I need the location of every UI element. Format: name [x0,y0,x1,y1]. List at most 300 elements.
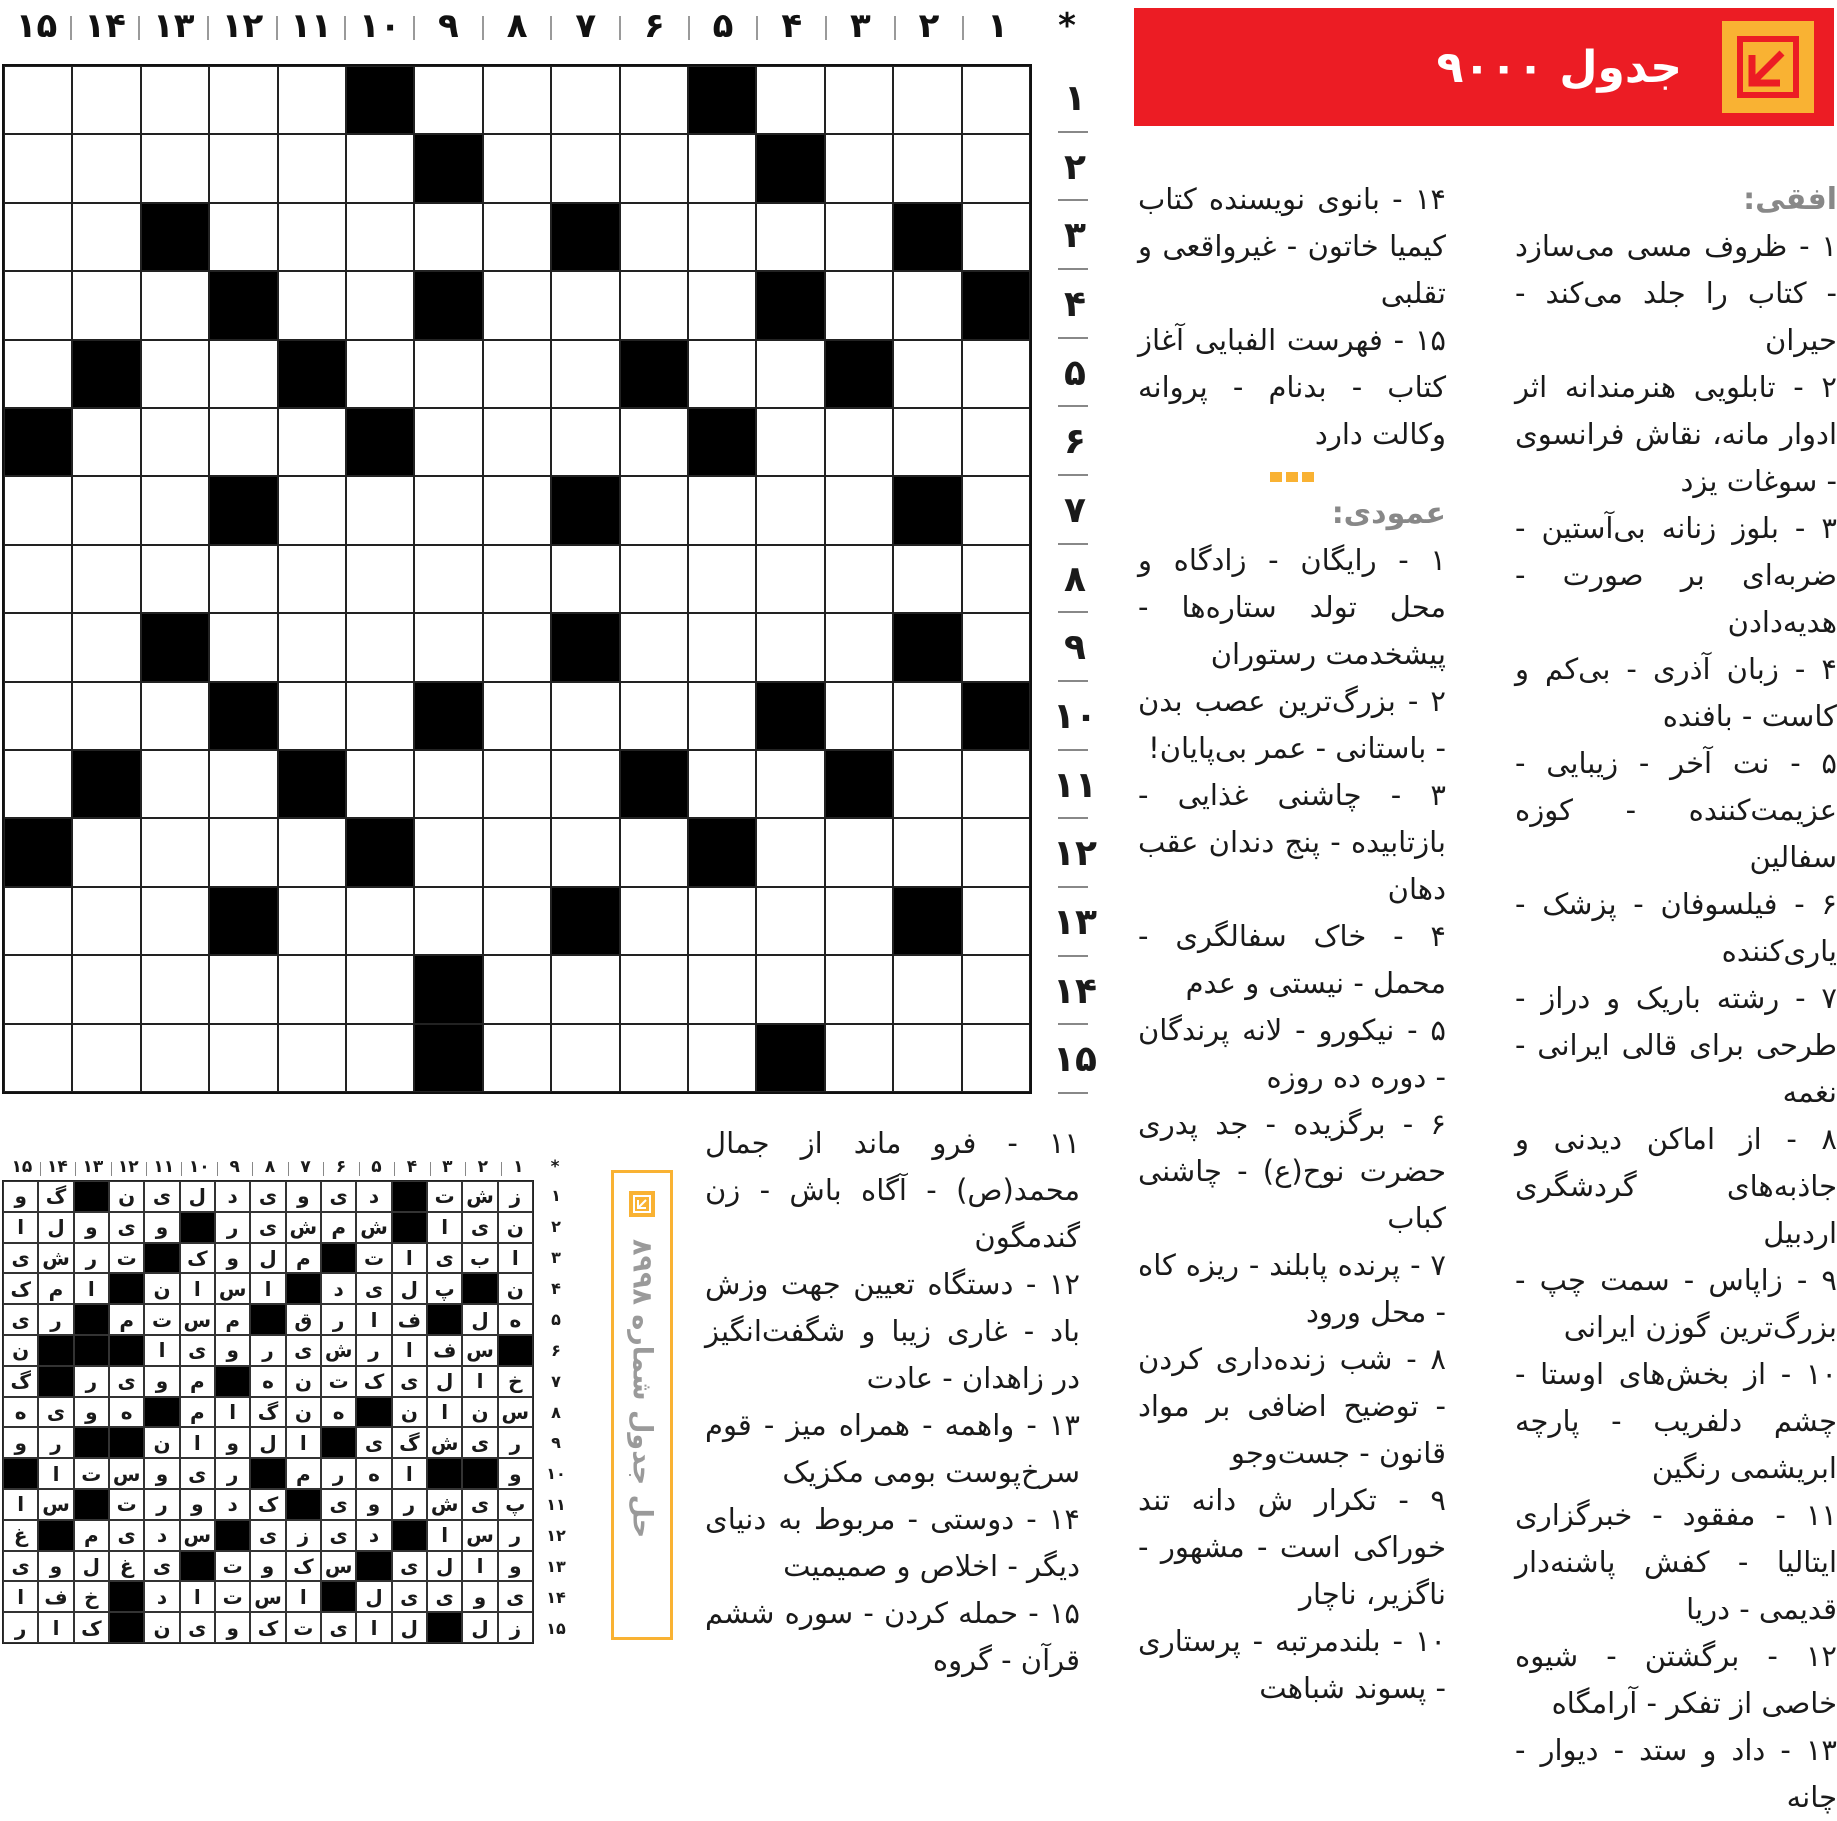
grid-cell [141,682,209,750]
grid-cell [414,887,482,955]
solution-black-cell [392,1212,427,1243]
clue-list [1515,223,1837,1821]
grid-cell [483,818,551,886]
solution-letter: ی [250,1520,285,1551]
solution-black-cell [250,1458,285,1489]
grid-cell [209,545,277,613]
solution-letter: د [356,1520,391,1551]
column-number: ۱۱ [277,6,346,46]
solution-letter: گ [38,1181,73,1212]
grid-cell [278,613,346,681]
clue-item: ۳ - بلوز زنانه بی‌آستین - ضربه‌ای بر صورت - هدیه‌دادن [1515,511,1837,639]
black-cell [141,203,209,271]
solution-letter: ن [144,1427,179,1458]
column-number: ۷ [551,6,620,46]
solution-letter: ر [498,1520,533,1551]
clue-item: ۱۱ - مفقود - خبرگزاری ایتالیا - کفش پاشنه‌دار قدیمی - دریا [1515,1498,1837,1626]
grid-cell [962,203,1030,271]
solution-letter: س [462,1335,497,1366]
grid-cell [756,955,824,1023]
solution-letter: م [286,1458,321,1489]
grid-cell [825,955,893,1023]
clue-item: ۴ - زبان آذری - بی‌کم و کاست - بافنده [1515,652,1837,733]
grid-cell [346,545,414,613]
solution-letter: ز [498,1612,533,1643]
grid-cell [141,476,209,544]
grid-cell [4,887,72,955]
clue-item: ۷ - پرنده پابلند - ریزه کاه - محل ورود [1138,1248,1446,1329]
solution-letter: ق [286,1304,321,1335]
grid-cell [4,750,72,818]
grid-cell [72,545,140,613]
solution-letter: ی [3,1551,38,1582]
grid-cell [414,818,482,886]
solution-letter: ی [321,1520,356,1551]
row-number: ۹ [1040,613,1110,682]
solution-letter: ا [286,1581,321,1612]
grid-cell [756,750,824,818]
grid-cell [209,750,277,818]
black-cell [414,271,482,339]
grid-cell [756,203,824,271]
grid-cell [893,955,961,1023]
grid-cell [141,1024,209,1092]
grid-cell [4,340,72,408]
grid-cell [893,134,961,202]
solution-column-number: ۳ [430,1157,465,1177]
solution-letter: ش [321,1335,356,1366]
grid-cell [4,203,72,271]
clue-item: ۱۵ - فهرست الفبایی آغاز کتاب - بدنام - پروانه وکالت دارد [1138,323,1446,451]
solution-letter: ی [462,1427,497,1458]
solution-row-number: ۷ [551,1371,561,1391]
solution-black-cell [3,1458,38,1489]
grid-cell [483,1024,551,1092]
clue-item: ۲ - بزرگ‌ترین عصب بدن - باستانی - عمر بی‌پایان! [1138,684,1446,765]
grid-cell [756,545,824,613]
grid-cell [4,955,72,1023]
solution-letter: ز [498,1181,533,1212]
clue-item: ۱۲ - دستگاه تعیین جهت وزش باد - غاری زیبا و شگفت‌انگیز در زاهدان - عادت [705,1267,1080,1395]
grid-cell [620,887,688,955]
solution-black-cell [321,1581,356,1612]
solution-black-cell [392,1520,427,1551]
solution-letter: ا [3,1489,38,1520]
solution-letter: د [144,1581,179,1612]
solution-letter: س [38,1489,73,1520]
black-cell [551,613,619,681]
solution-letter: ا [180,1427,215,1458]
grid-cell [72,476,140,544]
solution-letter: ک [356,1366,391,1397]
solution-black-cell [462,1273,497,1304]
solution-letter: ل [250,1243,285,1274]
solution-black-cell [144,1397,179,1428]
solution-column-number: ۱۲ [111,1157,146,1177]
solution-letter: ر [215,1212,250,1243]
grid-cell [620,613,688,681]
clue-item: ۸ - از اماکن دیدنی و جاذبه‌های گردشگری اردبیل [1515,1122,1837,1250]
solution-letter: ل [74,1551,109,1582]
clue-item: ۲ - تابلویی هنرمندانه اثر ادوار مانه، نقاش فرانسوی - سوغات یزد [1515,370,1837,498]
grid-cell [483,682,551,750]
solution-letter: ش [462,1181,497,1212]
grid-cell [962,476,1030,544]
grid-cell [825,271,893,339]
grid-cell [414,613,482,681]
black-cell [756,1024,824,1092]
solution-letter: ا [392,1243,427,1274]
solution-letter: ر [321,1458,356,1489]
solution-letter: پ [498,1489,533,1520]
solution-letter: ن [286,1397,321,1428]
clue-item: ۷ - رشته باریک و دراز - طرحی برای قالی ایرانی - نغمه [1515,981,1837,1109]
grid-cell [209,818,277,886]
clue-item: ۸ - شب زنده‌داری کردن - توضیح اضافی بر مواد قانون - جست‌وجو [1138,1342,1446,1470]
clue-item: ۹ - زاپاس - سمت چپ - بزرگ‌ترین گوزن ایرانی [1515,1263,1837,1344]
grid-cell [141,545,209,613]
solution-letter: ز [286,1520,321,1551]
solution-black-cell [321,1243,356,1274]
clue-item: ۱۴ - دوستی - مربوط به دنیای دیگر - اخلاص و صمیمیت [705,1502,1080,1583]
solution-letter: گ [250,1397,285,1428]
solution-letter: ر [356,1335,391,1366]
grid-cell [346,1024,414,1092]
black-cell [346,408,414,476]
solution-column-number: ۹ [217,1157,252,1177]
grid-cell [756,408,824,476]
grid-cell [346,682,414,750]
black-cell [72,340,140,408]
solution-black-cell [356,1551,391,1582]
grid-column-header [0,0,1102,52]
solution-letter: ش [356,1212,391,1243]
clue-item: ۱۵ - حمله کردن - سوره ششم قرآن - گروه [705,1596,1080,1677]
black-cell [551,476,619,544]
solution-black-cell [462,1458,497,1489]
row-number: ۱۵ [1040,1025,1110,1094]
grid-cell [278,271,346,339]
grid-cell [825,613,893,681]
solution-black-cell [109,1335,144,1366]
solution-letter: ن [109,1181,144,1212]
grid-cell [756,340,824,408]
solution-letter: ش [286,1212,321,1243]
solution-letter: ه [356,1458,391,1489]
solution-letter: ی [144,1551,179,1582]
black-cell [209,476,277,544]
grid-cell [825,818,893,886]
grid-cell [551,66,619,134]
grid-cell [620,955,688,1023]
solution-letter: ر [498,1427,533,1458]
black-cell [346,818,414,886]
grid-cell [278,476,346,544]
grid-cell [483,134,551,202]
grid-cell [688,545,756,613]
grid-cell [346,955,414,1023]
grid-cell [278,545,346,613]
clue-item: ۶ - برگزیده - جد پدری حضرت نوح(ع) - چاشنی کباب [1138,1107,1446,1235]
grid-cell [4,1024,72,1092]
grid-cell [141,955,209,1023]
grid-cell [825,887,893,955]
grid-cell [620,66,688,134]
solution-letter: ی [109,1212,144,1243]
grid-cell [962,1024,1030,1092]
grid-cell [483,750,551,818]
solution-letter: ا [462,1366,497,1397]
grid-cell [620,476,688,544]
solution-column-number: ۵ [359,1157,394,1177]
solution-row-number: ۱۳ [546,1557,566,1577]
grid-cell [551,545,619,613]
grid-cell [346,476,414,544]
solution-letter: س [250,1581,285,1612]
black-cell [893,887,961,955]
solution-logo-icon [629,1191,655,1217]
row-number: ۶ [1040,407,1110,476]
solution-letter: گ [3,1366,38,1397]
grid-cell [893,340,961,408]
grid-cell [278,66,346,134]
grid-cell [893,750,961,818]
solution-black-cell [392,1181,427,1212]
solution-letter: س [180,1520,215,1551]
page-title: جدول ۹۰۰۰ [1436,41,1682,93]
solution-black-cell [180,1551,215,1582]
solution-black-cell [286,1489,321,1520]
grid-cell [141,887,209,955]
grid-cell [825,134,893,202]
grid-cell [620,1024,688,1092]
corner-star-icon: * [1058,6,1076,46]
solution-letter: ی [144,1181,179,1212]
column-number: ۵ [689,6,758,46]
solution-letter: ف [392,1304,427,1335]
solution-letter: پ [427,1273,462,1304]
grid-cell [346,613,414,681]
solution-letter: ر [38,1427,73,1458]
solution-row-number: ۸ [551,1402,561,1422]
solution-row-number: ۱۴ [546,1588,566,1608]
solution-letter: و [38,1551,73,1582]
solution-letter: ن [462,1397,497,1428]
black-cell [893,476,961,544]
grid-cell [620,818,688,886]
grid-cell [620,203,688,271]
column-number: ۱۰ [345,6,414,46]
row-number: ۷ [1040,476,1110,545]
solution-letter: م [286,1243,321,1274]
solution-letter: و [215,1335,250,1366]
grid-cell [209,203,277,271]
solution-letter: س [321,1551,356,1582]
solution-black-cell [38,1520,73,1551]
solution-letter: ا [180,1273,215,1304]
grid-cell [893,682,961,750]
grid-cell [620,408,688,476]
solution-letter: و [356,1489,391,1520]
black-cell [209,682,277,750]
grid-cell [141,818,209,886]
solution-letter: ن [144,1273,179,1304]
grid-cell [483,887,551,955]
solution-letter: ک [286,1551,321,1582]
grid-cell [620,134,688,202]
clue-item: ۱۰ - از بخش‌های اوستا - چشم دلفریب - پارچه ابریشمی رنگین [1515,1357,1837,1485]
solution-black-cell [144,1243,179,1274]
clues-across-column [1515,176,1837,1821]
solution-letter: ل [462,1304,497,1335]
grid-cell [483,955,551,1023]
solution-letter: م [215,1304,250,1335]
solution-black-cell [74,1335,109,1366]
solution-letter: ت [144,1304,179,1335]
grid-cell [620,545,688,613]
solution-black-cell [286,1273,321,1304]
solution-letter: ی [109,1366,144,1397]
grid-cell [278,134,346,202]
solution-letter: ب [462,1243,497,1274]
solution-letter: م [180,1397,215,1428]
column-number: ۹ [414,6,483,46]
solution-black-cell [250,1304,285,1335]
solution-letter: ل [392,1273,427,1304]
black-cell [756,134,824,202]
solution-letter: ر [74,1243,109,1274]
grid-cell [825,66,893,134]
clue-item: ۹ - تکرار ش دانه تند خوراکی است - مشهور - ناگزیر، ناچار [1138,1483,1446,1611]
grid-cell [278,682,346,750]
separator-dots-icon [1138,472,1446,482]
solution-letter: ا [38,1612,73,1643]
grid-cell [893,66,961,134]
clue-item: ۴ - خاک سفالگری - محمل - نیستی و عدم [1138,919,1446,1000]
solution-row-number: ۶ [551,1340,561,1360]
solution-letter: ی [356,1273,391,1304]
grid-cell [483,408,551,476]
solution-letter: ل [427,1366,462,1397]
solution-letter: و [462,1581,497,1612]
grid-cell [551,408,619,476]
solution-letter: ا [356,1304,391,1335]
solution-letter: ک [250,1489,285,1520]
black-cell [688,408,756,476]
black-cell [688,66,756,134]
black-cell [962,271,1030,339]
grid-cell [688,1024,756,1092]
clue-item: ۳ - چاشنی غذایی - بازتابیده - پنج دندان عقب دهان [1138,778,1446,906]
grid-cell [483,613,551,681]
solution-letter: د [215,1489,250,1520]
solution-column-number: ۱۴ [40,1157,75,1177]
column-number: ۸ [483,6,552,46]
grid-cell [209,613,277,681]
solution-letter: د [144,1520,179,1551]
grid-cell [962,955,1030,1023]
solution-letter: و [215,1427,250,1458]
solution-letter: م [180,1366,215,1397]
clue-list [705,1120,1080,1684]
solution-black-cell [38,1366,73,1397]
solution-black-cell [180,1212,215,1243]
solution-letter: ک [3,1273,38,1304]
row-number: ۱۰ [1040,682,1110,751]
solution-black-cell [74,1181,109,1212]
solution-letter: ی [427,1581,462,1612]
clue-list [1138,176,1446,458]
black-cell [551,203,619,271]
solution-letter: ی [392,1551,427,1582]
grid-cell [414,408,482,476]
solution-black-cell [74,1304,109,1335]
solution-letter: ن [498,1212,533,1243]
solution-letter: و [74,1212,109,1243]
grid-cell [551,271,619,339]
black-cell [825,750,893,818]
crossword-logo-icon [1722,21,1814,113]
grid-cell [72,818,140,886]
solution-black-cell [109,1612,144,1643]
grid-cell [483,66,551,134]
solution-letter: ن [392,1397,427,1428]
solution-letter: و [498,1458,533,1489]
grid-cell [962,750,1030,818]
solution-row-number: ۱ [551,1185,561,1205]
clue-list [1138,537,1446,1712]
solution-column-header [0,1154,574,1180]
grid-cell [962,340,1030,408]
grid-cell [414,340,482,408]
solution-letter: ن [286,1366,321,1397]
solution-row-number: ۱۲ [546,1526,566,1546]
solution-letter: ت [109,1243,144,1274]
solution-letter: م [74,1520,109,1551]
solution-letter: و [498,1551,533,1582]
solution-letter: ت [74,1458,109,1489]
black-cell [141,613,209,681]
solution-letter: ی [321,1489,356,1520]
solution-black-cell [427,1304,462,1335]
solution-letter: ی [286,1335,321,1366]
grid-cell [209,134,277,202]
black-cell [551,887,619,955]
solution-letter: ا [356,1612,391,1643]
grid-cell [551,682,619,750]
black-cell [893,203,961,271]
grid-cell [825,203,893,271]
grid-cell [962,545,1030,613]
black-cell [278,750,346,818]
solution-black-cell [109,1581,144,1612]
grid-cell [756,887,824,955]
solution-letter: و [215,1612,250,1643]
grid-cell [756,66,824,134]
solution-letter: ر [74,1366,109,1397]
solution-black-cell [215,1366,250,1397]
grid-cell [620,271,688,339]
solution-letter: ت [215,1581,250,1612]
solution-letter: ا [3,1581,38,1612]
black-cell [414,1024,482,1092]
solution-letter: و [144,1212,179,1243]
grid-cell [72,887,140,955]
grid-cell [893,818,961,886]
solution-letter: و [144,1366,179,1397]
solution-letter: غ [3,1520,38,1551]
clues-mixed-column [1138,176,1446,1712]
